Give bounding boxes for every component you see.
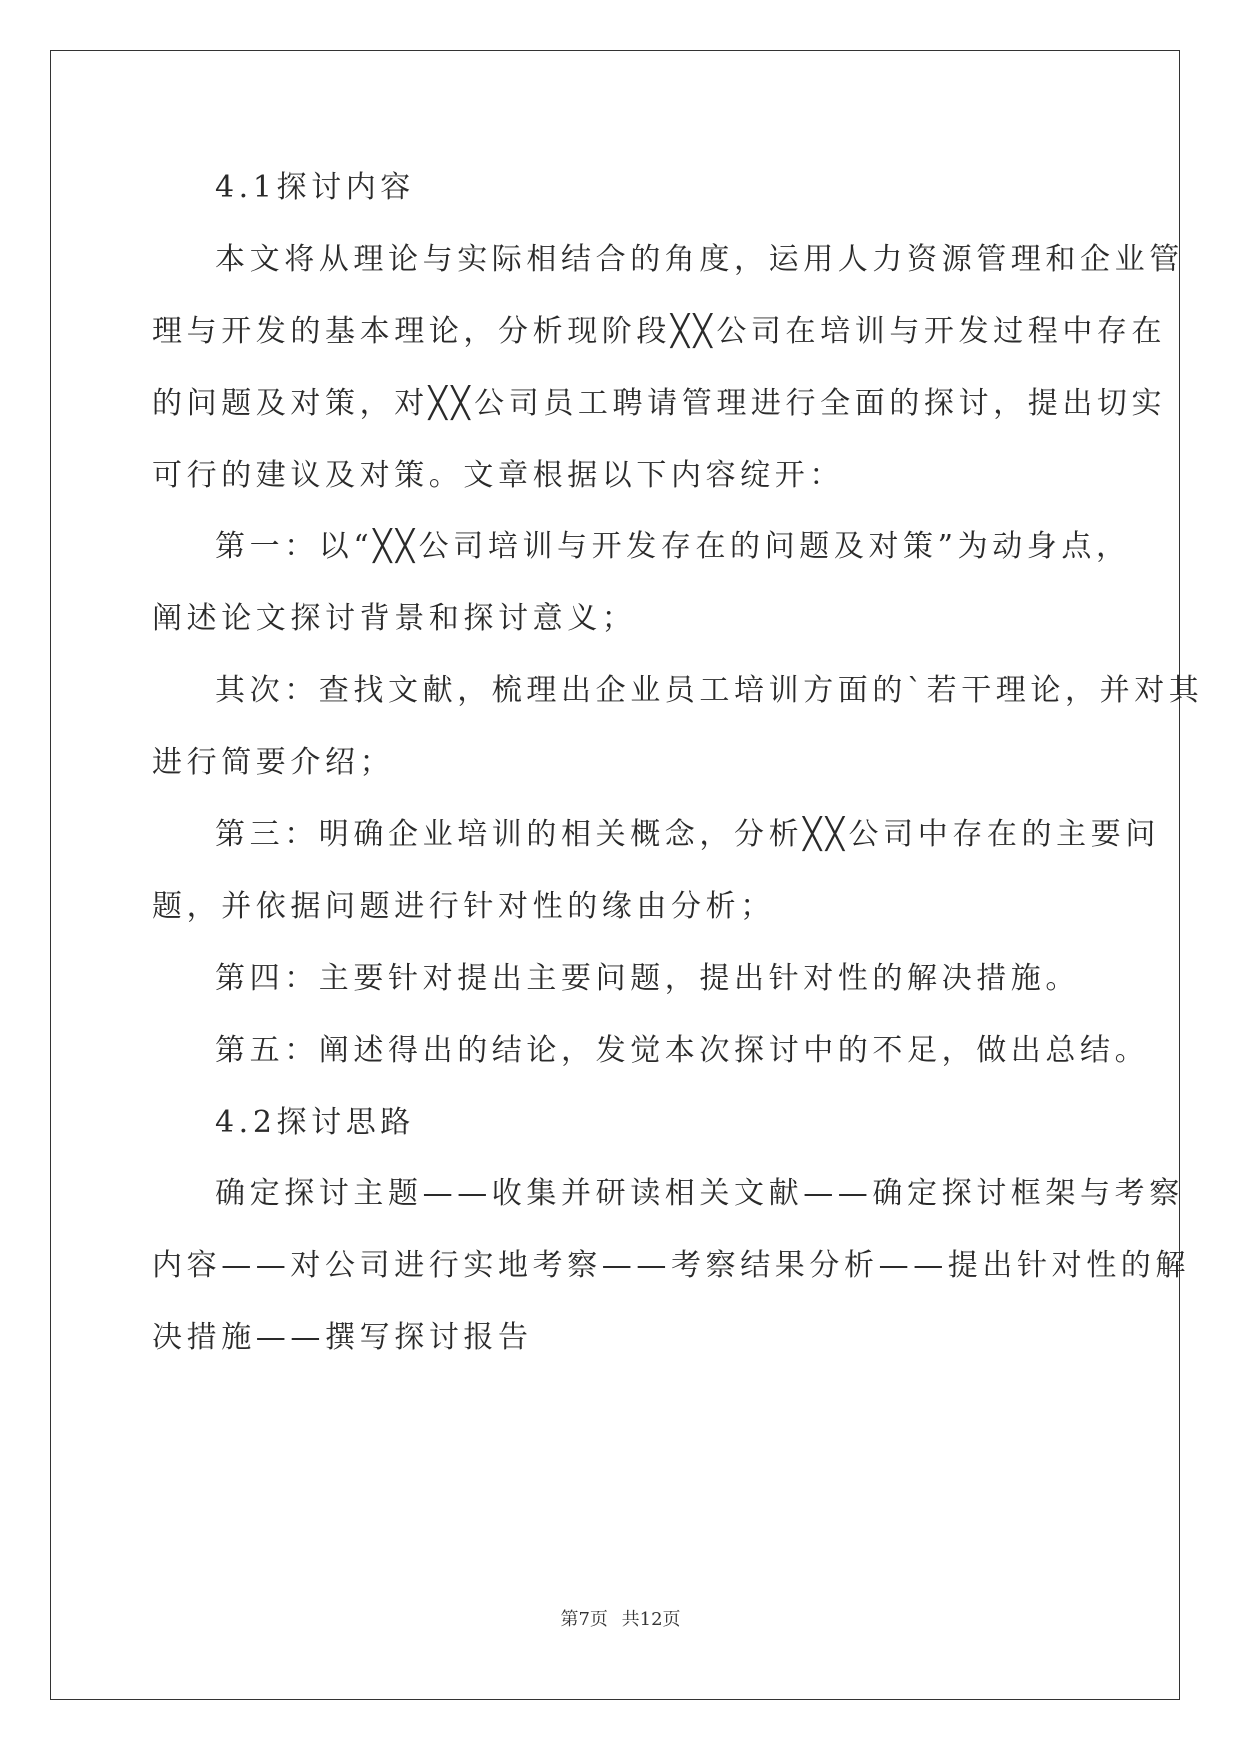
page-number: 第7页 xyxy=(560,1609,608,1630)
paragraph-line: 题，并依据问题进行针对性的缘由分析； xyxy=(152,889,775,924)
page-border xyxy=(50,50,1180,1700)
paragraph-line: 第一：以“╳╳公司培训与开发存在的问题及对策”为动身点， xyxy=(215,529,1131,564)
paragraph-line: 本文将从理论与实际相结合的角度，运用人力资源管理和企业管 xyxy=(215,242,1184,277)
paragraph-line: 其次：查找文献，梳理出企业员工培训方面的`若干理论，并对其 xyxy=(215,673,1204,708)
paragraph-line: 确定探讨主题——收集并研读相关文献——确定探讨框架与考察 xyxy=(215,1176,1184,1211)
paragraph-line: 理与开发的基本理论，分析现阶段╳╳公司在培训与开发过程中存在 xyxy=(152,314,1167,349)
paragraph-line: 的问题及对策，对╳╳公司员工聘请管理进行全面的探讨，提出切实 xyxy=(152,386,1167,421)
paragraph-line: 可行的建议及对策。文章根据以下内容绽开： xyxy=(152,458,844,493)
paragraph-line: 阐述论文探讨背景和探讨意义； xyxy=(152,601,637,636)
paragraph-line: 决措施——撰写探讨报告 xyxy=(152,1320,533,1355)
paragraph-line: 内容——对公司进行实地考察——考察结果分析——提出针对性的解 xyxy=(152,1248,1190,1283)
section-heading: 4.1探讨内容 xyxy=(215,170,415,205)
paragraph-line: 第五：阐述得出的结论，发觉本次探讨中的不足，做出总结。 xyxy=(215,1033,1150,1068)
paragraph-line: 进行简要介绍； xyxy=(152,745,395,780)
paragraph-line: 第四：主要针对提出主要问题，提出针对性的解决措施。 xyxy=(215,961,1080,996)
section-heading: 4.2探讨思路 xyxy=(215,1105,415,1140)
page-total: 共12页 xyxy=(621,1609,681,1630)
page-footer xyxy=(0,1608,1241,1632)
paragraph-line: 第三：明确企业培训的相关概念，分析╳╳公司中存在的主要问 xyxy=(215,817,1160,852)
